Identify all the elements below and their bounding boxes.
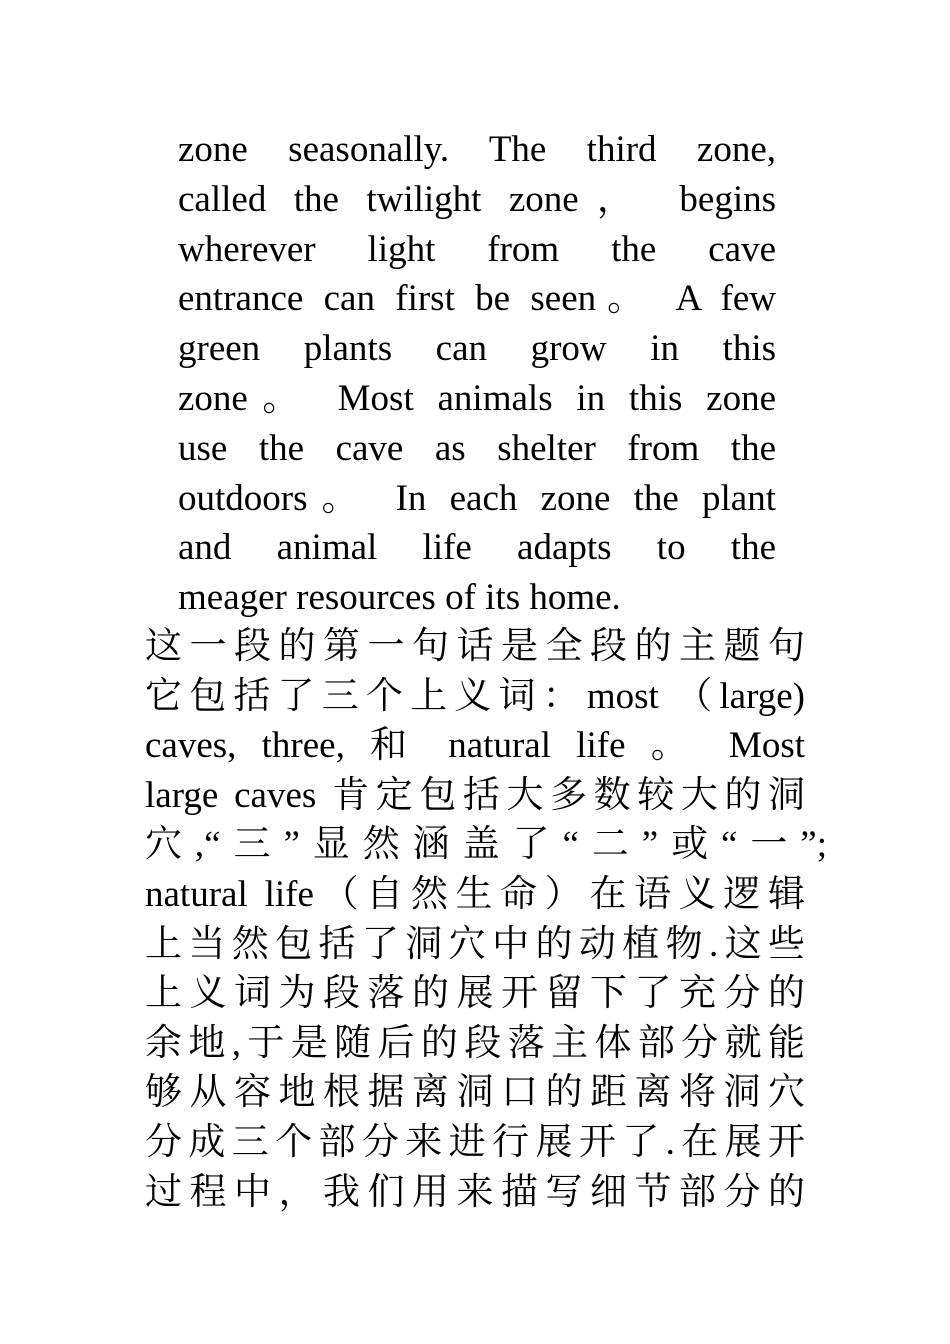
- english-line: and animal life adapts to the: [178, 527, 776, 569]
- chinese-line: caves, three, 和 natural life 。 Most: [145, 725, 805, 767]
- chinese-line: 它包括了三个上义词：most （large): [145, 675, 805, 717]
- english-line: called the twilight zone， begins: [178, 178, 776, 220]
- english-line: meager resources of its home.: [178, 577, 621, 619]
- chinese-line: large caves 肯定包括大多数较大的洞: [145, 774, 805, 816]
- english-line: zone。 Most animals in this zone: [178, 377, 776, 419]
- chinese-line: 分成三个部分来进行展开了.在展开: [145, 1121, 805, 1163]
- chinese-line: 上当然包括了洞穴中的动植物.这些: [145, 923, 805, 965]
- chinese-line: 上义词为段落的展开留下了充分的: [145, 973, 805, 1015]
- english-line: wherever light from the cave: [178, 228, 776, 270]
- chinese-line: natural life（自然生命）在语义逻辑: [145, 873, 805, 915]
- chinese-commentary: [145, 622, 827, 1217]
- english-line: green plants can grow in this: [178, 328, 776, 370]
- english-passage: [178, 125, 776, 623]
- chinese-line: 这一段的第一句话是全段的主题句: [145, 626, 805, 667]
- chinese-line: 过程中，我们用来描写细节部分的: [145, 1171, 805, 1213]
- english-line: zone seasonally. The third zone,: [178, 129, 776, 170]
- chinese-line: 余地,于是随后的段落主体部分就能: [145, 1022, 805, 1064]
- english-line: entrance can first be seen。 A few: [178, 278, 776, 320]
- english-line: use the cave as shelter from the: [178, 427, 776, 469]
- chinese-line: 穴,“三”显然涵盖了“二”或“一”;: [145, 824, 827, 866]
- english-line: outdoors。 In each zone the plant: [178, 477, 776, 519]
- chinese-line: 够从容地根据离洞口的距离将洞穴: [145, 1072, 805, 1114]
